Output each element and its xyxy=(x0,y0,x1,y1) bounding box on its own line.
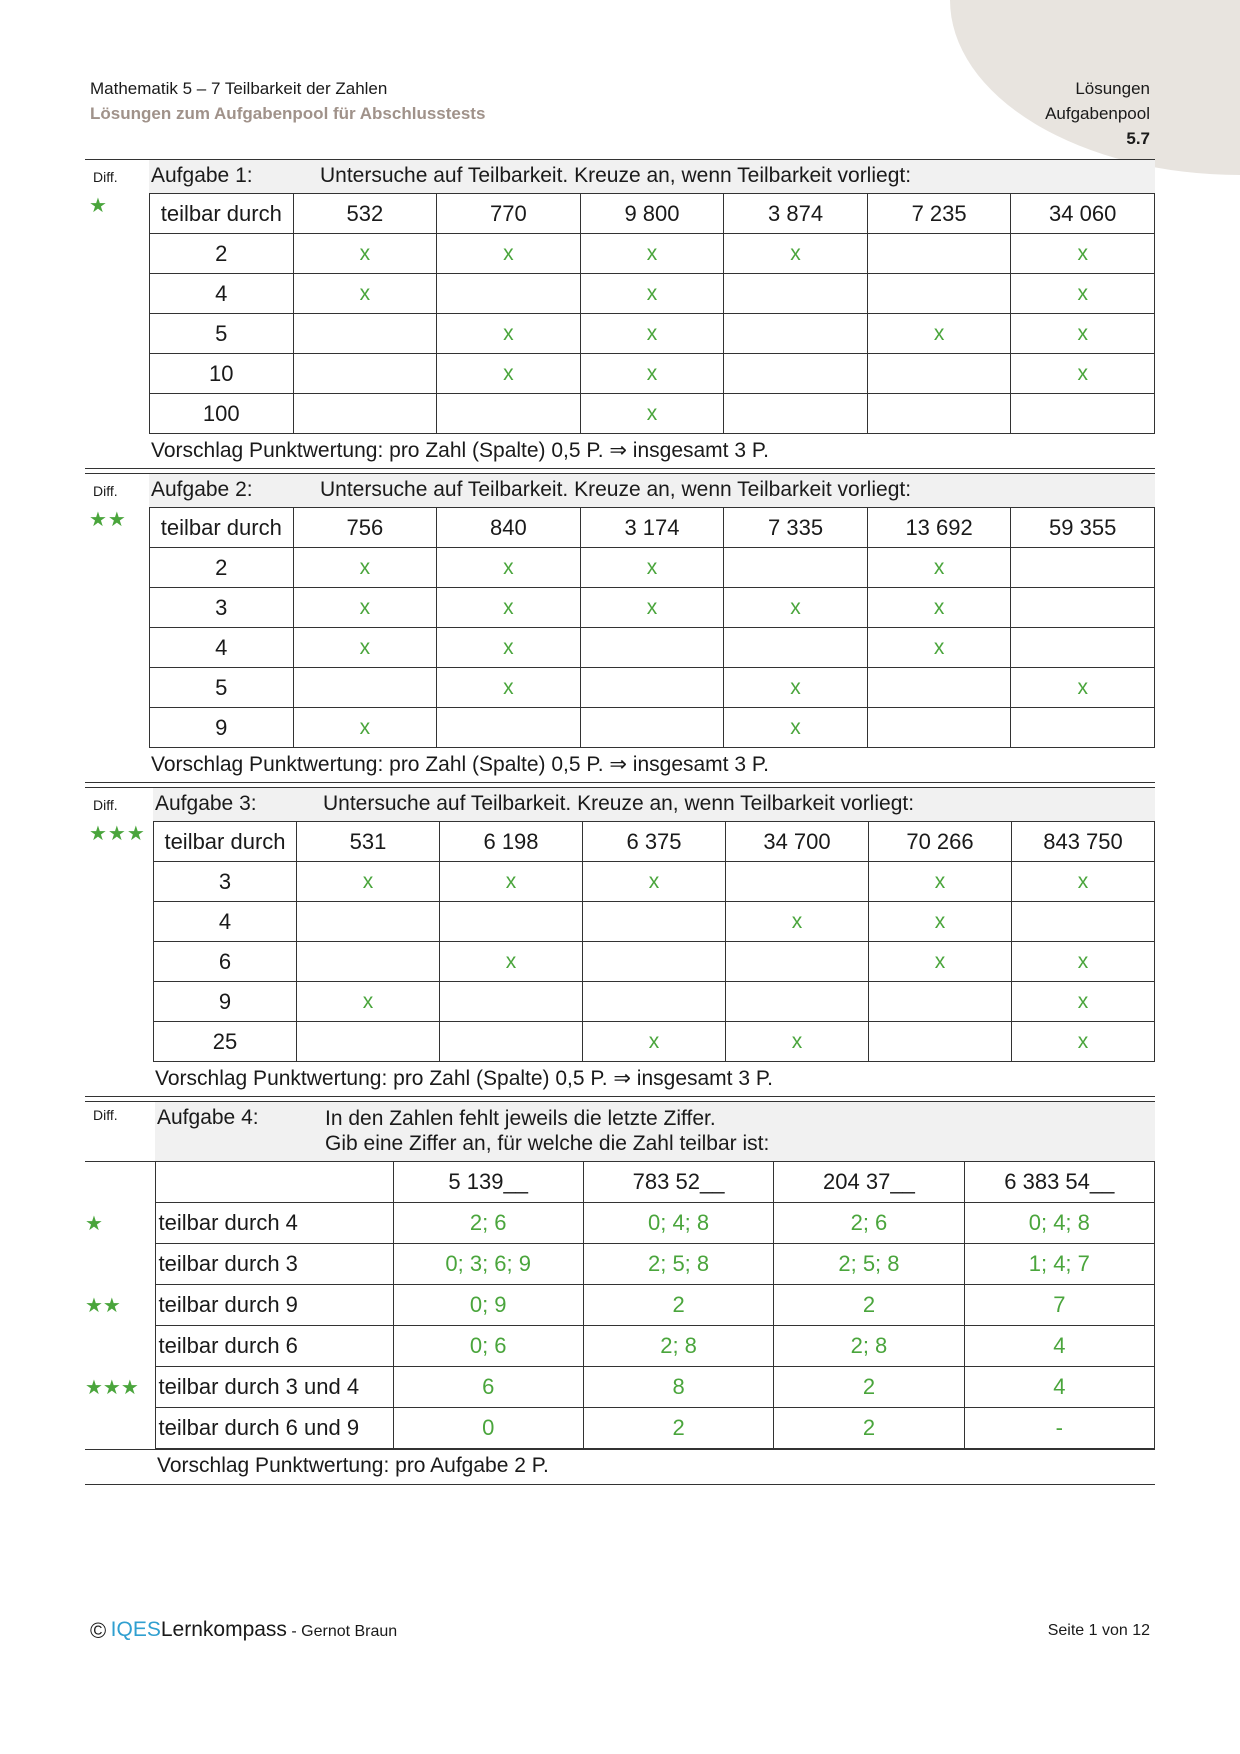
answer-cell: 2 xyxy=(774,1408,964,1449)
mark-cell xyxy=(867,354,1011,394)
mark-cell xyxy=(726,862,869,902)
page-number: Seite 1 von 12 xyxy=(1047,1622,1150,1639)
mark-cell: x xyxy=(724,708,868,748)
brand-logo xyxy=(111,1618,287,1641)
mark-cell: x xyxy=(867,588,1011,628)
row-label: teilbar durch 6 xyxy=(155,1326,393,1367)
mark-cell xyxy=(580,668,724,708)
table-row xyxy=(85,1244,1155,1285)
mark-cell xyxy=(726,982,869,1022)
answer-cell: 0; 3; 6; 9 xyxy=(393,1244,583,1285)
mark-cell: x xyxy=(580,354,724,394)
mark-cell xyxy=(1012,902,1155,942)
answer-cell: 0; 9 xyxy=(393,1285,583,1326)
row-label: teilbar durch 6 und 9 xyxy=(155,1408,393,1449)
mark-cell xyxy=(583,902,726,942)
task-3 xyxy=(85,787,1155,1097)
mark-cell xyxy=(724,354,868,394)
mark-cell: x xyxy=(580,234,724,274)
divisibility-table xyxy=(149,507,1155,748)
scoring-text: Vorschlag Punktwertung: pro Aufgabe 2 P. xyxy=(157,1454,549,1477)
table-row xyxy=(150,588,1155,628)
mark-cell xyxy=(869,982,1012,1022)
mark-cell xyxy=(583,942,726,982)
table-row xyxy=(154,942,1155,982)
answer-cell: 2 xyxy=(774,1367,964,1408)
answer-cell: 4 xyxy=(964,1326,1154,1367)
mark-cell xyxy=(724,274,868,314)
mark-cell xyxy=(297,902,440,942)
divisor-cell: 4 xyxy=(150,274,294,314)
number-cell: 3 874 xyxy=(724,194,868,234)
task-description: Untersuche auf Teilbarkeit. Kreuze an, wenn Teilbarkeit vorliegt: xyxy=(320,478,912,501)
divisor-cell: 9 xyxy=(150,708,294,748)
mark-cell xyxy=(867,394,1011,434)
task-title: Aufgabe 1: xyxy=(151,164,253,187)
difficulty-stars: ★ xyxy=(89,195,108,217)
task-title: Aufgabe 2: xyxy=(151,478,253,501)
mark-cell: x xyxy=(297,862,440,902)
divisor-cell: 2 xyxy=(150,548,294,588)
answer-cell: 2; 8 xyxy=(583,1326,773,1367)
mark-cell xyxy=(1011,548,1155,588)
mark-cell: x xyxy=(1012,1022,1155,1062)
mark-cell: x xyxy=(1011,668,1155,708)
mark-cell xyxy=(867,668,1011,708)
mark-cell xyxy=(440,982,583,1022)
header-right xyxy=(1045,76,1150,151)
mark-cell xyxy=(867,274,1011,314)
table-header-row xyxy=(150,508,1155,548)
scoring-text: Vorschlag Punktwertung: pro Zahl (Spalte) 0,5 P. ⇒ insgesamt 3 P. xyxy=(151,753,769,776)
task-1 xyxy=(85,159,1155,469)
table-row xyxy=(150,354,1155,394)
row-label: teilbar durch 3 xyxy=(155,1244,393,1285)
difficulty-stars xyxy=(85,1244,155,1285)
mark-cell: x xyxy=(580,548,724,588)
table-row xyxy=(85,1326,1155,1367)
mark-cell: x xyxy=(1012,942,1155,982)
table-row xyxy=(150,548,1155,588)
divisibility-table xyxy=(149,193,1155,434)
mark-cell xyxy=(440,1022,583,1062)
table-row xyxy=(85,1408,1155,1449)
answer-cell: 2; 6 xyxy=(393,1203,583,1244)
corner-cell xyxy=(155,1162,393,1203)
number-cell: 59 355 xyxy=(1011,508,1155,548)
answer-cell: 0 xyxy=(393,1408,583,1449)
number-cell: 756 xyxy=(293,508,437,548)
number-cell: 7 235 xyxy=(867,194,1011,234)
task-4 xyxy=(85,1101,1155,1485)
mark-cell: x xyxy=(724,234,868,274)
difficulty-stars: ★★★ xyxy=(89,823,146,845)
mark-cell: x xyxy=(1011,274,1155,314)
mark-cell: x xyxy=(583,862,726,902)
mark-cell: x xyxy=(867,548,1011,588)
table-row xyxy=(154,982,1155,1022)
number-cell: 840 xyxy=(437,508,581,548)
number-cell: 3 174 xyxy=(580,508,724,548)
number-cell: 70 266 xyxy=(869,822,1012,862)
number-cell: 770 xyxy=(437,194,581,234)
mark-cell xyxy=(297,1022,440,1062)
answer-cell: 0; 4; 8 xyxy=(964,1203,1154,1244)
mark-cell xyxy=(1011,628,1155,668)
mark-cell: x xyxy=(293,548,437,588)
number-cell: 204 37__ xyxy=(774,1162,964,1203)
divisor-cell: 5 xyxy=(150,314,294,354)
row-label: teilbar durch 3 und 4 xyxy=(155,1367,393,1408)
mark-cell xyxy=(297,942,440,982)
number-cell: 13 692 xyxy=(867,508,1011,548)
answer-cell: 1; 4; 7 xyxy=(964,1244,1154,1285)
mark-cell: x xyxy=(867,628,1011,668)
mark-cell xyxy=(867,708,1011,748)
table-row xyxy=(150,274,1155,314)
mark-cell: x xyxy=(437,588,581,628)
mark-cell: x xyxy=(869,942,1012,982)
mark-cell: x xyxy=(437,628,581,668)
row-label: teilbar durch 4 xyxy=(155,1203,393,1244)
brand-name-part: Lernkompass xyxy=(160,1618,287,1641)
divisor-cell: 3 xyxy=(154,862,297,902)
answer-cell: 2; 5; 8 xyxy=(583,1244,773,1285)
mark-cell: x xyxy=(1012,862,1155,902)
row-label: teilbar durch 9 xyxy=(155,1285,393,1326)
header-pool: Aufgabenpool xyxy=(1045,104,1150,123)
mark-cell: x xyxy=(1012,982,1155,1022)
task-description-line: Gib eine Ziffer an, für welche die Zahl teilbar ist: xyxy=(325,1132,770,1155)
table-header-row xyxy=(85,1162,1155,1203)
mark-cell xyxy=(1011,588,1155,628)
header-solutions: Lösungen xyxy=(1075,79,1150,98)
number-cell: 34 060 xyxy=(1011,194,1155,234)
document-header xyxy=(90,76,485,126)
stars-cell xyxy=(85,1162,155,1203)
diff-label: Diff. xyxy=(93,797,118,813)
mark-cell xyxy=(1011,708,1155,748)
scoring-note xyxy=(85,1062,1155,1097)
answer-cell: - xyxy=(964,1408,1154,1449)
task-description: Untersuche auf Teilbarkeit. Kreuze an, wenn Teilbarkeit vorliegt: xyxy=(323,792,915,815)
table-header-row xyxy=(150,194,1155,234)
answer-cell: 4 xyxy=(964,1367,1154,1408)
mark-cell: x xyxy=(293,708,437,748)
mark-cell xyxy=(580,628,724,668)
table-row xyxy=(150,234,1155,274)
answer-cell: 2 xyxy=(583,1408,773,1449)
mark-cell: x xyxy=(437,354,581,394)
scoring-note xyxy=(85,748,1155,783)
mark-cell xyxy=(437,394,581,434)
corner-cell: teilbar durch xyxy=(150,194,294,234)
divisor-cell: 4 xyxy=(154,902,297,942)
mark-cell: x xyxy=(293,274,437,314)
mark-cell: x xyxy=(580,314,724,354)
divisor-cell: 5 xyxy=(150,668,294,708)
task-description: Untersuche auf Teilbarkeit. Kreuze an, wenn Teilbarkeit vorliegt: xyxy=(320,164,912,187)
difficulty-stars: ★ xyxy=(85,1212,103,1235)
mark-cell: x xyxy=(1011,234,1155,274)
mark-cell: x xyxy=(867,314,1011,354)
table-row xyxy=(150,668,1155,708)
difficulty-stars xyxy=(85,1326,155,1367)
task-title: Aufgabe 3: xyxy=(155,792,257,815)
mark-cell: x xyxy=(726,1022,869,1062)
footer xyxy=(90,1618,397,1644)
number-cell: 34 700 xyxy=(726,822,869,862)
mark-cell xyxy=(869,1022,1012,1062)
mark-cell: x xyxy=(724,668,868,708)
task-2 xyxy=(85,473,1155,783)
mark-cell: x xyxy=(580,394,724,434)
table-row xyxy=(85,1367,1155,1408)
answer-cell: 7 xyxy=(964,1285,1154,1326)
divisor-cell: 9 xyxy=(154,982,297,1022)
mark-cell: x xyxy=(583,1022,726,1062)
mark-cell xyxy=(293,668,437,708)
difficulty-stars: ★★ xyxy=(85,1294,121,1317)
mark-cell xyxy=(437,708,581,748)
table-row xyxy=(85,1285,1155,1326)
number-cell: 7 335 xyxy=(724,508,868,548)
answer-cell: 2 xyxy=(774,1285,964,1326)
divisor-cell: 2 xyxy=(150,234,294,274)
table-header-row xyxy=(154,822,1155,862)
mark-cell xyxy=(293,394,437,434)
task-description-line: In den Zahlen fehlt jeweils die letzte Ziffer. xyxy=(325,1107,716,1130)
number-cell: 6 198 xyxy=(440,822,583,862)
mark-cell: x xyxy=(437,314,581,354)
number-cell: 9 800 xyxy=(580,194,724,234)
answer-cell: 0; 4; 8 xyxy=(583,1203,773,1244)
mark-cell xyxy=(583,982,726,1022)
corner-cell: teilbar durch xyxy=(150,508,294,548)
mark-cell: x xyxy=(437,234,581,274)
mark-cell: x xyxy=(726,902,869,942)
task-description xyxy=(325,1106,769,1156)
number-cell: 531 xyxy=(297,822,440,862)
difficulty-stars: ★★ xyxy=(89,509,127,531)
mark-cell: x xyxy=(293,234,437,274)
document-title: Mathematik 5 – 7 Teilbarkeit der Zahlen xyxy=(90,79,388,98)
table-row xyxy=(150,628,1155,668)
diff-label: Diff. xyxy=(93,483,118,499)
table-row xyxy=(154,1022,1155,1062)
scoring-note xyxy=(85,1449,1155,1485)
number-cell: 6 383 54__ xyxy=(964,1162,1154,1203)
task-title: Aufgabe 4: xyxy=(157,1106,259,1129)
mark-cell: x xyxy=(580,588,724,628)
corner-cell: teilbar durch xyxy=(154,822,297,862)
table-row xyxy=(150,394,1155,434)
header-section-number: 5.7 xyxy=(1126,129,1150,148)
scoring-text: Vorschlag Punktwertung: pro Zahl (Spalte) 0,5 P. ⇒ insgesamt 3 P. xyxy=(151,439,769,462)
table-row xyxy=(150,708,1155,748)
mark-cell: x xyxy=(869,862,1012,902)
mark-cell: x xyxy=(1011,314,1155,354)
copyright-icon: © xyxy=(90,1618,107,1643)
mark-cell xyxy=(293,314,437,354)
mark-cell xyxy=(293,354,437,394)
divisor-cell: 6 xyxy=(154,942,297,982)
mark-cell: x xyxy=(440,942,583,982)
answer-cell: 0; 6 xyxy=(393,1326,583,1367)
divisor-cell: 100 xyxy=(150,394,294,434)
scoring-note xyxy=(85,434,1155,469)
mark-cell: x xyxy=(437,548,581,588)
mark-cell: x xyxy=(293,588,437,628)
mark-cell: x xyxy=(293,628,437,668)
answer-cell: 8 xyxy=(583,1367,773,1408)
mark-cell: x xyxy=(724,588,868,628)
number-cell: 532 xyxy=(293,194,437,234)
table-row xyxy=(154,862,1155,902)
document-subtitle: Lösungen zum Aufgabenpool für Abschlusstests xyxy=(90,104,486,123)
number-cell: 5 139__ xyxy=(393,1162,583,1203)
mark-cell xyxy=(867,234,1011,274)
divisor-cell: 10 xyxy=(150,354,294,394)
table-row xyxy=(154,902,1155,942)
mark-cell xyxy=(1011,394,1155,434)
divisor-cell: 3 xyxy=(150,588,294,628)
brand-name-part: IQES xyxy=(110,1618,161,1641)
mark-cell: x xyxy=(1011,354,1155,394)
number-cell: 783 52__ xyxy=(583,1162,773,1203)
answer-cell: 2 xyxy=(583,1285,773,1326)
divisor-cell: 25 xyxy=(154,1022,297,1062)
mark-cell: x xyxy=(580,274,724,314)
mark-cell xyxy=(724,394,868,434)
answer-cell: 2; 5; 8 xyxy=(774,1244,964,1285)
mark-cell: x xyxy=(440,862,583,902)
diff-label: Diff. xyxy=(93,169,118,185)
mark-cell: x xyxy=(437,668,581,708)
author: - Gernot Braun xyxy=(291,1623,398,1640)
missing-digit-table xyxy=(85,1161,1155,1449)
difficulty-stars: ★★★ xyxy=(85,1376,139,1399)
table-row xyxy=(150,314,1155,354)
mark-cell: x xyxy=(297,982,440,1022)
diff-label: Diff. xyxy=(93,1107,118,1123)
number-cell: 6 375 xyxy=(583,822,726,862)
answer-cell: 2; 8 xyxy=(774,1326,964,1367)
mark-cell xyxy=(437,274,581,314)
scoring-text: Vorschlag Punktwertung: pro Zahl (Spalte) 0,5 P. ⇒ insgesamt 3 P. xyxy=(155,1067,773,1090)
mark-cell xyxy=(726,942,869,982)
table-row xyxy=(85,1203,1155,1244)
mark-cell xyxy=(580,708,724,748)
divisor-cell: 4 xyxy=(150,628,294,668)
mark-cell xyxy=(440,902,583,942)
difficulty-stars xyxy=(85,1408,155,1449)
mark-cell xyxy=(724,548,868,588)
mark-cell xyxy=(724,628,868,668)
divisibility-table xyxy=(153,821,1155,1062)
mark-cell xyxy=(724,314,868,354)
mark-cell: x xyxy=(869,902,1012,942)
answer-cell: 2; 6 xyxy=(774,1203,964,1244)
number-cell: 843 750 xyxy=(1012,822,1155,862)
answer-cell: 6 xyxy=(393,1367,583,1408)
